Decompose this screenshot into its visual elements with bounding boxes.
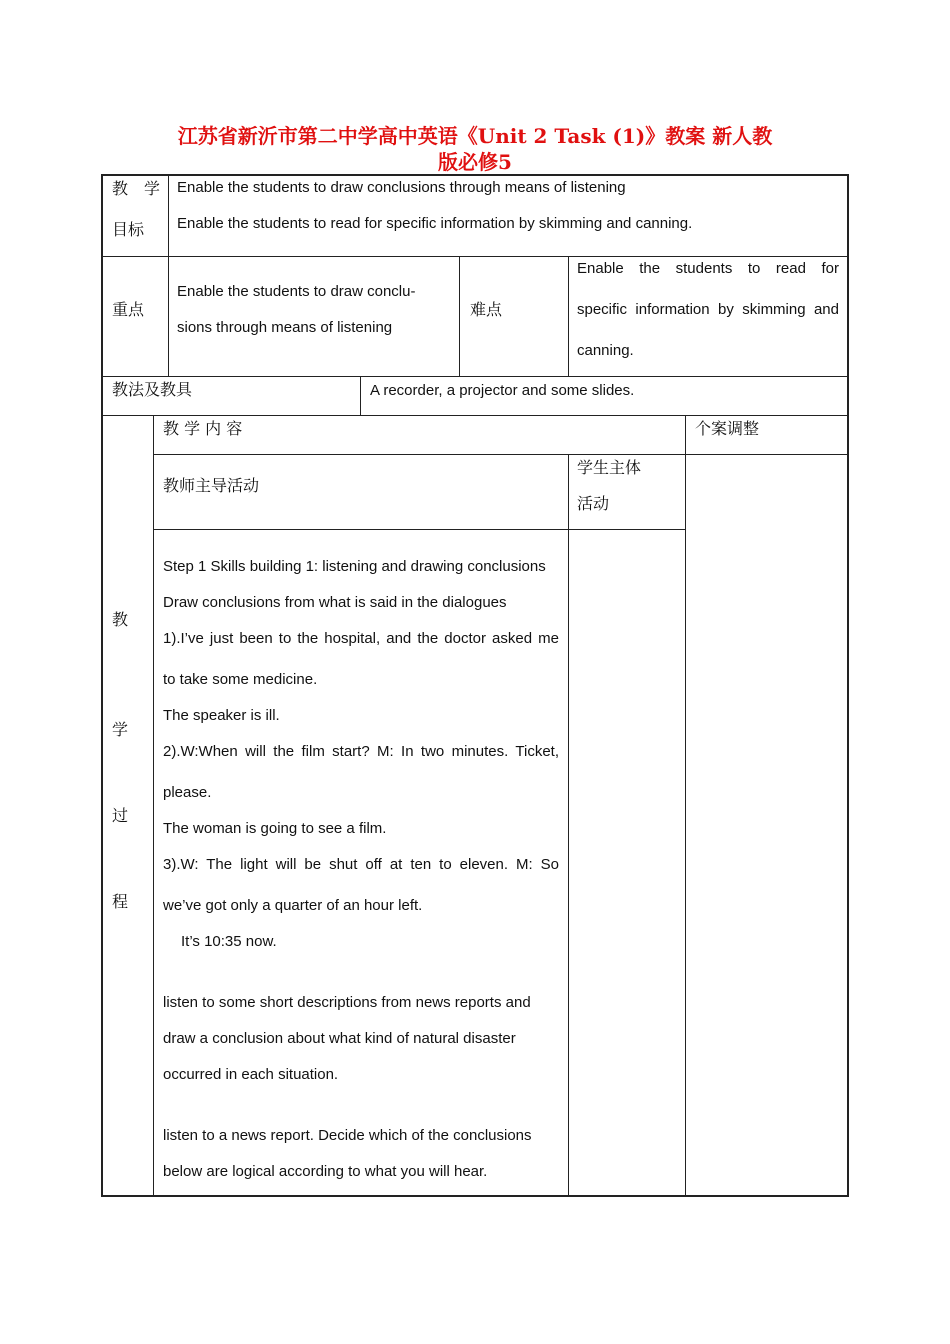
objectives-label-a: 教 学 <box>112 179 161 198</box>
body-line: we’ve got only a quarter of an hour left. <box>163 897 423 914</box>
row-divider <box>102 376 848 377</box>
table-border-top <box>102 174 849 176</box>
table-border-right <box>847 174 849 1197</box>
body-line: draw a conclusion about what kind of natural disaster <box>163 1030 516 1047</box>
body-line: below are logical according to what you will hear. <box>163 1163 488 1180</box>
document-title-line1: 江苏省新沂市第二中学高中英语《Unit 2 Task (1)》教案 新人教 <box>177 124 773 148</box>
body-line: 3).W: The light will be shut off at ten to eleven. M: So <box>163 856 559 873</box>
body-line: Draw conclusions from what is said in the dialogues <box>163 594 507 611</box>
body-line: listen to some short descriptions from news reports and <box>163 994 531 1011</box>
body-line: 2).W:When will the film start? M: In two minutes. Ticket, <box>163 743 559 760</box>
objectives-label-b: 目标 <box>112 220 145 239</box>
document-title-line2: 版必修5 <box>438 150 512 174</box>
body-line: listen to a news report. Decide which of the conclusions <box>163 1127 532 1144</box>
body-line: 1).I’ve just been to the hospital, and the doctor asked me <box>163 630 559 647</box>
process-side-label: 程 <box>112 892 129 911</box>
col-divider <box>568 454 569 1196</box>
body-line: occurred in each situation. <box>163 1066 339 1083</box>
process-side-label: 过 <box>112 806 129 825</box>
body-line: The speaker is ill. <box>163 707 280 724</box>
key-points-line1: Enable the students to draw conclu- <box>177 283 416 300</box>
row-divider <box>153 529 685 530</box>
body-line: to take some medicine. <box>163 671 318 688</box>
objectives-line2: Enable the students to read for specific information by skimming and canning. <box>177 215 693 232</box>
key-points-label: 重点 <box>112 300 145 319</box>
col-divider <box>168 175 169 376</box>
col-divider <box>153 415 154 1196</box>
student-header-2: 活动 <box>577 494 610 513</box>
col-divider <box>685 415 686 1196</box>
row-divider <box>102 256 848 257</box>
difficulty-line3: canning. <box>577 342 634 359</box>
student-header-1: 学生主体 <box>577 458 642 477</box>
objectives-line1: Enable the students to draw conclusions through means of listening <box>177 179 626 196</box>
body-line: It’s 10:35 now. <box>181 933 277 950</box>
methods-value: A recorder, a projector and some slides. <box>370 382 635 399</box>
methods-label: 教法及教具 <box>112 380 193 399</box>
row-divider <box>153 454 848 455</box>
key-points-line2: sions through means of listening <box>177 319 393 336</box>
process-side-label: 学 <box>112 720 129 739</box>
teacher-header: 教师主导活动 <box>163 476 260 495</box>
process-side-label: 教 <box>112 610 129 629</box>
col-divider <box>568 256 569 376</box>
body-line: The woman is going to see a film. <box>163 820 387 837</box>
body-line: please. <box>163 784 212 801</box>
table-border-left <box>101 174 103 1197</box>
table-border-bottom <box>102 1195 849 1197</box>
difficulty-line1: Enable the students to read for <box>577 260 839 277</box>
content-header: 教 学 内 容 <box>163 419 243 438</box>
adjust-header: 个案调整 <box>695 419 760 438</box>
difficulty-label: 难点 <box>470 300 503 319</box>
col-divider <box>459 256 460 376</box>
row-divider <box>102 415 848 416</box>
body-line: Step 1 Skills building 1: listening and drawing conclusions <box>163 558 546 575</box>
col-divider <box>360 376 361 415</box>
difficulty-line2: specific information by skimming and <box>577 301 839 318</box>
